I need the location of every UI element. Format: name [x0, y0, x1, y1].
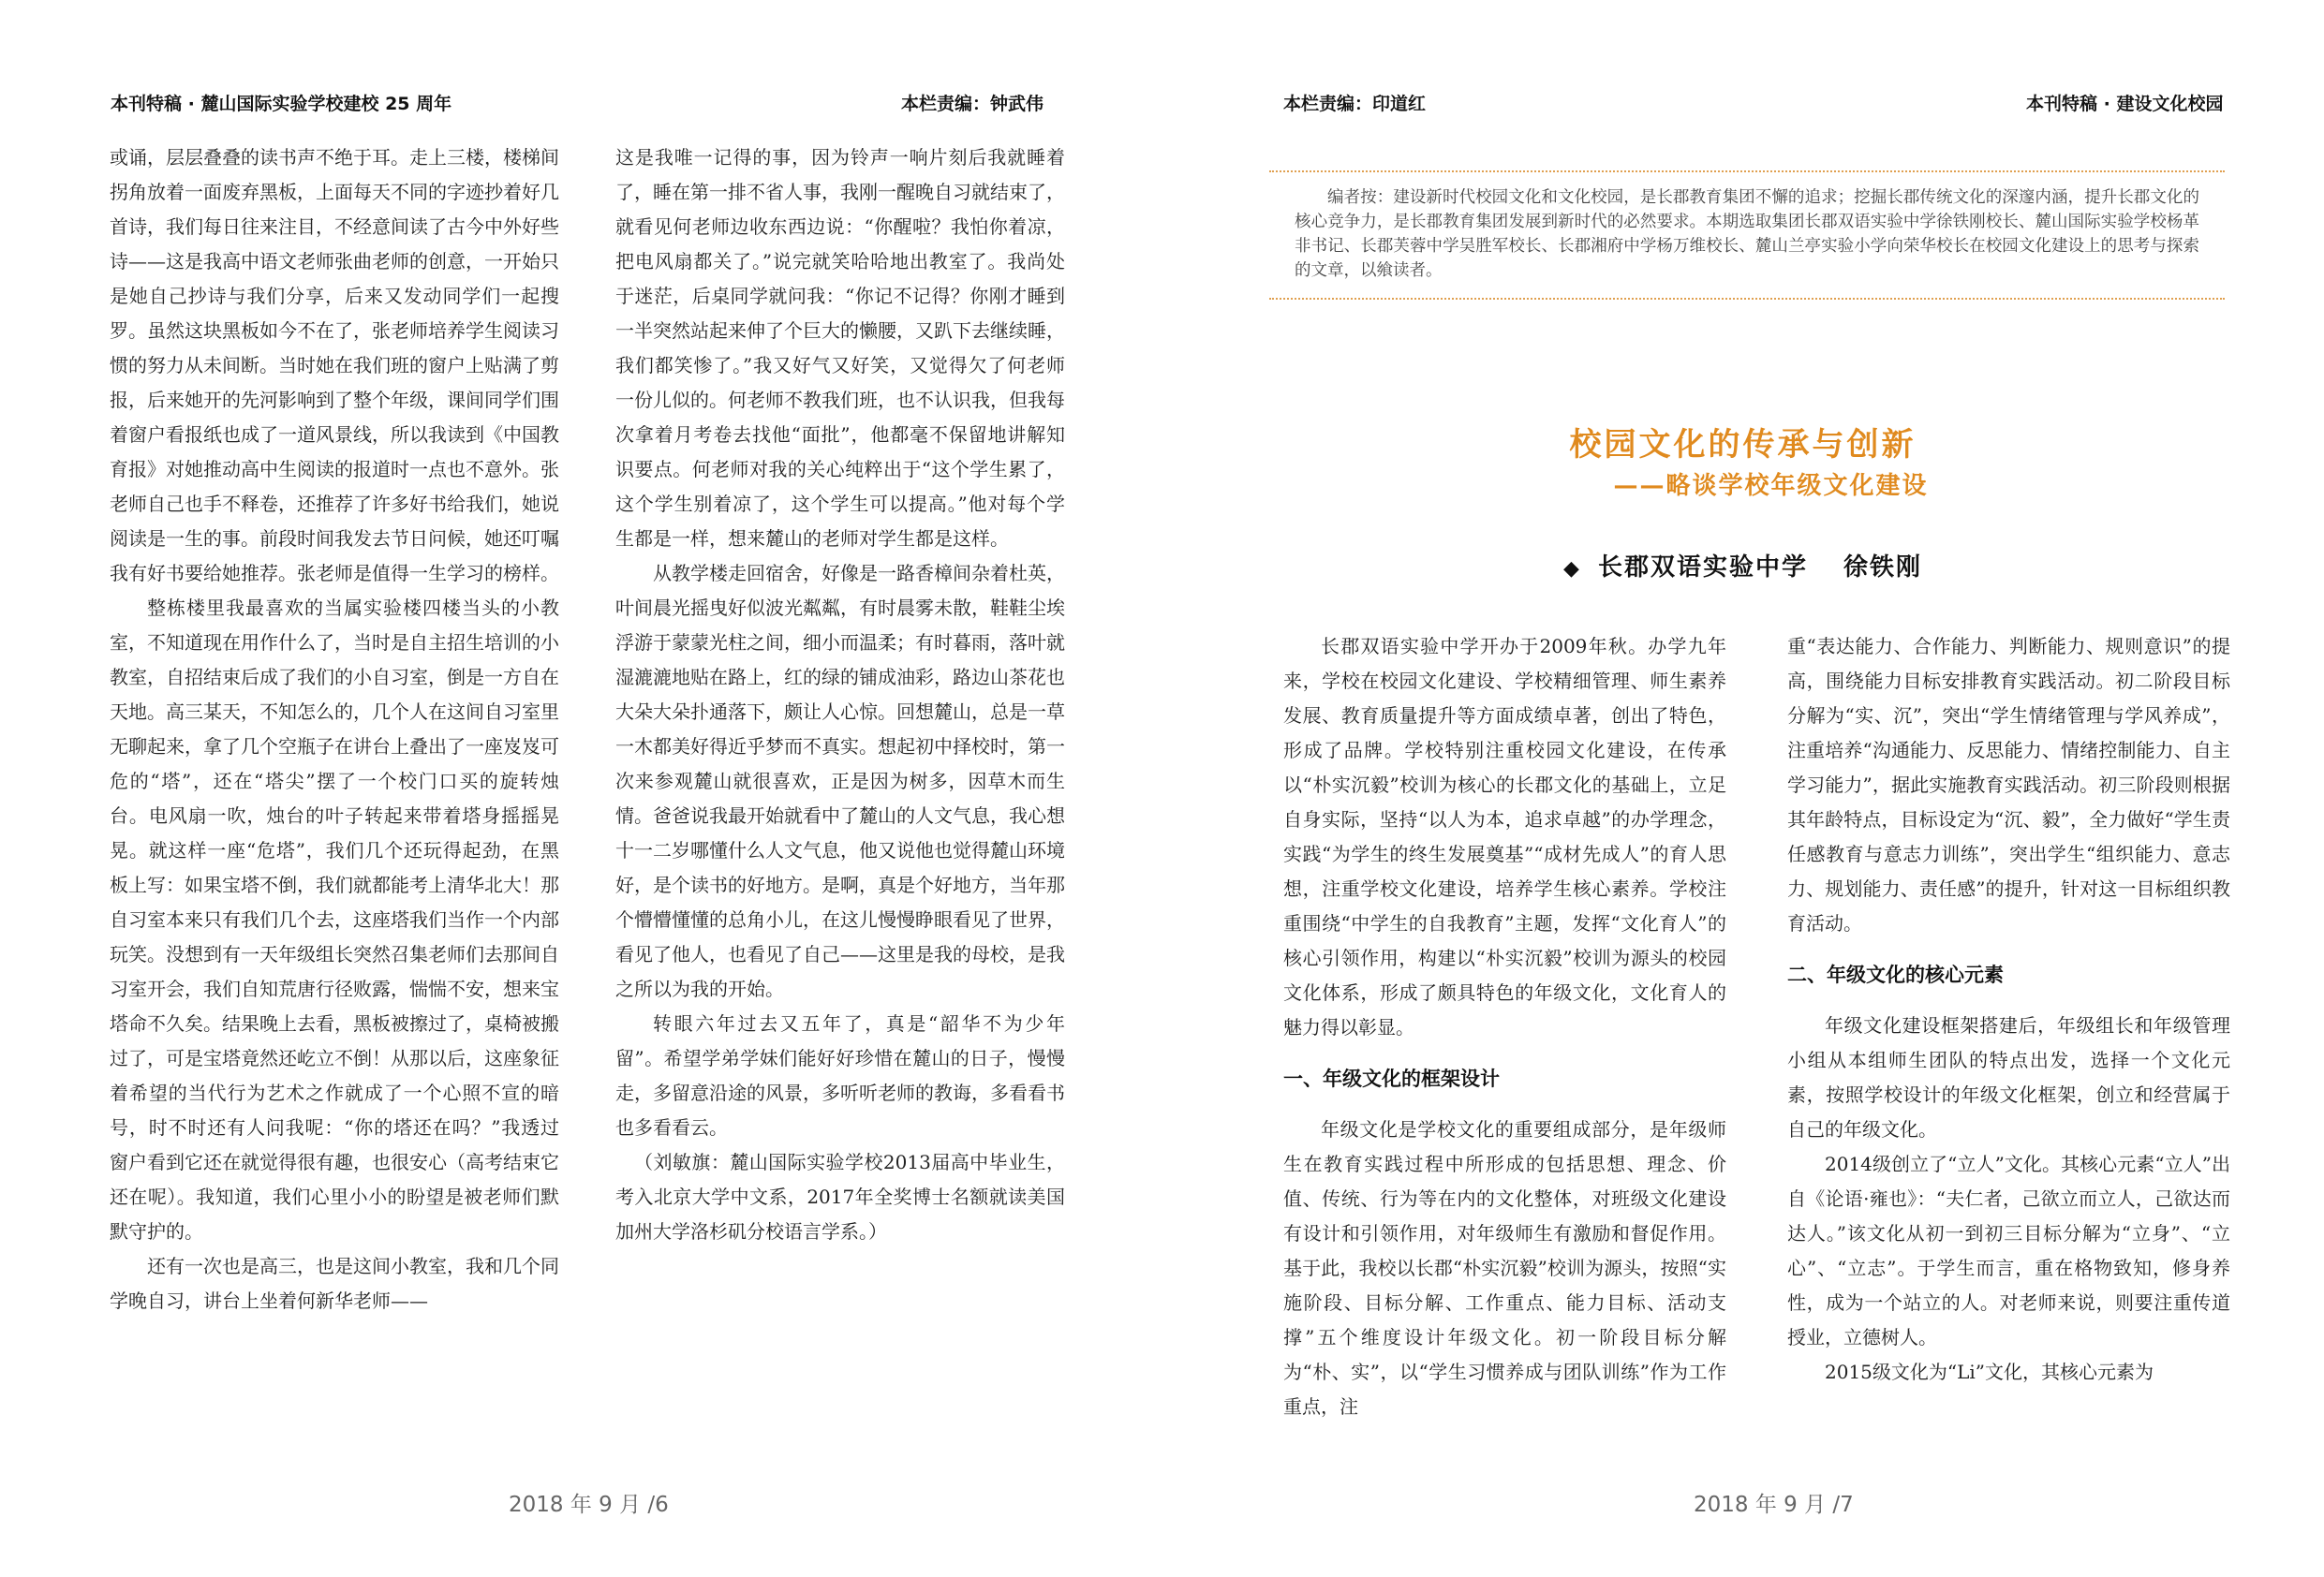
right-column-1	[1283, 629, 1726, 1424]
article-subtitle: ——略谈学校年级文化建设	[1613, 472, 1929, 500]
byline	[1162, 548, 2324, 582]
diamond-icon: ◆	[1563, 556, 1581, 581]
paragraph: 转眼六年过去又五年了，真是“韶华不为少年留”。希望学弟学妹们能好好珍惜在麓山的日子，慢慢走，多留意沿途的风景，多听听老师的教诲，多看看书也多看看云。	[615, 1012, 1065, 1139]
author-note: （刘敏旗：麓山国际实验学校2013届高中毕业生，考入北京大学中文系，2017年全奖博士名额就读美国加州大学洛杉矶分校语言学系。）	[615, 1151, 1065, 1243]
left-page-footer: 2018 年 9 月 /6	[509, 1493, 669, 1517]
editor-note: 编者按：建设新时代校园文化和文化校园，是长郡教育集团不懈的追求；挖掘长郡传统文化的深邃内涵，提升长郡文化的核心竞争力，是长郡教育集团发展到新时代的必然要求。本期选取集团长郡双语实验中学徐铁刚校长、麓山国际实验学校杨革非书记、长郡芙蓉中学吴胜军校长、长郡湘府中学杨万维校长、麓山兰亭实验小学向荣华校长在校园文化建设上的思考与探索的文章，以飨读者。	[1295, 188, 2199, 280]
paragraph: 2014级创立了“立人”文化。其核心元素“立人”出自《论语·雍也》：“夫仁者，己欲立而立人，己欲达而达人。”该文化从初一到初三目标分解为“立身”、“立心”、“立志”。于学生而言，重在格物致知，修身养性，成为一个站立的人。对老师来说，则要注重传道授业，立德树人。	[1787, 1153, 2230, 1349]
paragraph: 年级文化是学校文化的重要组成部分，是年级师生在教育实践过程中所形成的包括思想、理念、价值、传统、行为等在内的文化整体，对班级文化建设有设计和引领作用，对年级师生有激励和督促作用。基于此，我校以长郡“朴实沉毅”校训为源头，按照“实施阶段、目标分解、工作重点、能力目标、活动支撑”五个维度设计年级文化。初一阶段目标分解为“朴、实”，以“学生习惯养成与团队训练”作为工作重点，注	[1283, 1118, 1726, 1418]
paragraph: 长郡双语实验中学开办于2009年秋。办学九年来，学校在校园文化建设、学校精细管理、师生素养发展、教育质量提升等方面成绩卓著，创出了特色，形成了品牌。学校特别注重校园文化建设，在传承以“朴实沉毅”校训为核心的长郡文化的基础上，立足自身实际，坚持“以人为本，追求卓越”的办学理念，实践“为学生的终生发展奠基”“成材先成人”的育人思想，注重学校文化建设，培养学生核心素养。学校注重围绕“中学生的自我教育”主题，发挥“文化育人”的核心引领作用，构建以“朴实沉毅”校训为源头的校园文化体系，形成了颇具特色的年级文化，文化育人的魅力得以彰显。	[1283, 635, 1726, 1039]
paragraph: 还有一次也是高三，也是这间小教室，我和几个同学晚自习，讲台上坐着何新华老师——	[110, 1255, 559, 1312]
left-header-title: 本刊特稿 · 麓山国际实验学校建校 25 周年	[111, 94, 452, 114]
byline-school: 长郡双语实验中学	[1597, 553, 1808, 582]
editor-note-top-rule	[1269, 170, 2225, 172]
article-title: 校园文化的传承与创新	[1569, 426, 1917, 464]
left-header-editor: 本栏责编：钟武伟	[901, 94, 1044, 114]
paragraph: 重“表达能力、合作能力、判断能力、规则意识”的提高，围绕能力目标安排教育实践活动。初二阶段目标分解为“实、沉”，突出“学生情绪管理与学风养成”，注重培养“沟通能力、反思能力、情绪控制能力、自主学习能力”，据此实施教育实践活动。初三阶段则根据其年龄特点，目标设定为“沉、毅”，全力做好“学生责任感教育与意志力训练”，突出学生“组织能力、意志力、规划能力、责任感”的提升，针对这一目标组织教育活动。	[1787, 635, 2230, 935]
section-heading-2: 二、年级文化的核心元素	[1787, 964, 2004, 986]
paragraph: 或诵，层层叠叠的读书声不绝于耳。走上三楼，楼梯间拐角放着一面废弃黑板，上面每天不同的字迹抄着好几首诗，我们每日往来注目，不经意间读了古今中外好些诗——这是我高中语文老师张曲老师的创意，一开始只是她自己抄诗与我们分享，后来又发动同学们一起搜罗。虽然这块黑板如今不在了，张老师培养学生阅读习惯的努力从未间断。当时她在我们班的窗户上贴满了剪报，后来她开的先河影响到了整个年级，课间同学们围着窗户看报纸也成了一道风景线，所以我读到《中国教育报》对她推动高中生阅读的报道时一点也不意外。张老师自己也手不释卷，还推荐了许多好书给我们，她说阅读是一生的事。前段时间我发去节日问候，她还叮嘱我有好书要给她推荐。张老师是值得一生学习的榜样。	[110, 146, 559, 584]
right-page-footer: 2018 年 9 月 /7	[1694, 1493, 1854, 1517]
right-page	[1162, 0, 2324, 1577]
editor-note-bottom-rule	[1269, 298, 2225, 300]
left-column-2	[615, 140, 1065, 1249]
paragraph: 整栋楼里我最喜欢的当属实验楼四楼当头的小教室，不知道现在用作什么了，当时是自主招生培训的小教室，自招结束后成了我们的小自习室，倒是一方自在天地。高三某天，不知怎么的，几个人在这间自习室里无聊起来，拿了几个空瓶子在讲台上叠出了一座岌岌可危的“塔”，还在“塔尖”摆了一个校门口买的旋转烛台。电风扇一吹，烛台的叶子转起来带着塔身摇摇晃晃。就这样一座“危塔”，我们几个还玩得起劲，在黑板上写：如果宝塔不倒，我们就都能考上清华北大！那自习室本来只有我们几个去，这座塔我们当作一个内部玩笑。没想到有一天年级组长突然召集老师们去那间自习室开会，我们自知荒唐行径败露，惴惴不安，想来宝塔命不久矣。结果晚上去看，黑板被擦过了，桌椅被搬过了，可是宝塔竟然还屹立不倒！从那以后，这座象征着希望的当代行为艺术之作就成了一个心照不宣的暗号，时不时还有人问我呢：“你的塔还在吗？”我透过窗户看到它还在就觉得很有趣，也很安心（高考结束它还在呢）。我知道，我们心里小小的盼望是被老师们默默守护的。	[110, 597, 559, 1243]
right-header-editor: 本栏责编：印道红	[1283, 94, 1427, 114]
right-column-2	[1787, 629, 2230, 1390]
section-heading-1: 一、年级文化的框架设计	[1283, 1068, 1500, 1090]
paragraph: 从教学楼走回宿舍，好像是一路香樟间杂着杜英，叶间晨光摇曳好似波光粼粼，有时晨雾未散，鞋鞋尘埃浮游于蒙蒙光柱之间，细小而温柔；有时暮雨，落叶就湿漉漉地贴在路上，红的绿的铺成油彩，路边山茶花也大朵大朵扑通落下，颇让人心惊。回想麓山，总是一草一木都美好得近乎梦而不真实。想起初中择校时，第一次来参观麓山就很喜欢，正是因为树多，因草木而生情。爸爸说我最开始就看中了麓山的人文气息，我心想十一二岁哪懂什么人文气息，他又说他也觉得麓山环境好，是个读书的好地方。是啊，真是个好地方，当年那个懵懵懂懂的总角小儿，在这儿慢慢睁眼看见了世界，看见了他人，也看见了自己——这里是我的母校，是我之所以为我的开始。	[615, 562, 1065, 1000]
right-header-title: 本刊特稿 · 建设文化校园	[2026, 94, 2224, 114]
paragraph: 年级文化建设框架搭建后，年级组长和年级管理小组从本组师生团队的特点出发，选择一个文化元素，按照学校设计的年级文化框架，创立和经营属于自己的年级文化。	[1787, 1014, 2230, 1141]
paragraph: 2015级文化为“Li”文化，其核心元素为	[1825, 1361, 2154, 1383]
byline-author: 徐铁刚	[1843, 553, 1922, 582]
paragraph: 这是我唯一记得的事，因为铃声一响片刻后我就睡着了，睡在第一排不省人事，我刚一醒晚自习就结束了，就看见何老师边收东西边说：“你醒啦？我怕你着凉，把电风扇都关了。”说完就笑哈哈地出教室了。我尚处于迷茫，后桌同学就问我：“你记不记得？你刚才睡到一半突然站起来伸了个巨大的懒腰，又趴下去继续睡，我们都笑惨了。”我又好气又好笑，又觉得欠了何老师一份儿似的。何老师不教我们班，也不认识我，但我每次拿着月考卷去找他“面批”，他都毫不保留地讲解知识要点。何老师对我的关心纯粹出于“这个学生累了，这个学生别着凉了，这个学生可以提高。”他对每个学生都是一样，想来麓山的老师对学生都是这样。	[615, 146, 1065, 550]
left-column-1	[110, 140, 559, 1319]
